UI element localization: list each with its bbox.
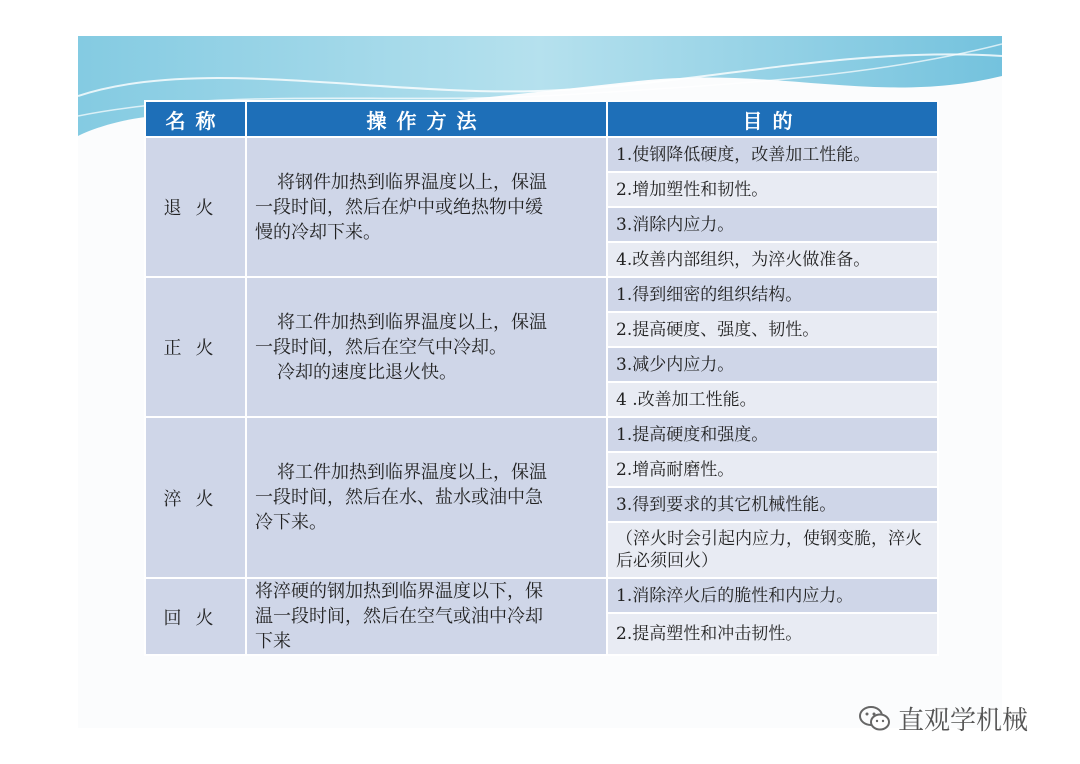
- purpose-item: （淬火时会引起内应力，使钢变脆，淬火后必须回火）: [607, 522, 938, 578]
- purpose-item: 2.提高塑性和冲击韧性。: [607, 613, 938, 655]
- method-line: 一段时间，然后在炉中或绝热物中缓: [255, 196, 543, 218]
- process-method: [246, 277, 607, 417]
- method-line: 将工件加热到临界温度以上，保温: [277, 462, 547, 483]
- process-name: 淬火: [145, 417, 246, 578]
- process-name: 退火: [145, 137, 246, 277]
- process-method: [246, 417, 607, 578]
- table-row: [145, 417, 938, 452]
- purpose-item: 1.提高硬度和强度。: [607, 417, 938, 452]
- process-method: [246, 578, 607, 655]
- purpose-item: 1.消除淬火后的脆性和内应力。: [607, 578, 938, 613]
- table-header-row: [145, 101, 938, 137]
- purpose-item: 4.改善内部组织，为淬火做准备。: [607, 242, 938, 277]
- table-row: [145, 137, 938, 172]
- wechat-icon: [858, 705, 892, 733]
- purpose-item: 1.使钢降低硬度，改善加工性能。: [607, 137, 938, 172]
- method-line: 将工件加热到临界温度以上，保温: [277, 311, 547, 333]
- header-name: 名称: [145, 101, 246, 137]
- process-method: [246, 137, 607, 277]
- purpose-item: 3.消除内应力。: [607, 207, 938, 242]
- slide: [78, 36, 1002, 728]
- heat-treatment-table: [144, 100, 937, 656]
- method-line: 下来: [255, 631, 291, 652]
- method-line: 一段时间，然后在空气中冷却。: [255, 336, 507, 358]
- purpose-item: 2.增高耐磨性。: [607, 452, 938, 487]
- header-method: 操作方法: [246, 101, 607, 137]
- purpose-item: 2.增加塑性和韧性。: [607, 172, 938, 207]
- purpose-item: 1.得到细密的组织结构。: [607, 277, 938, 312]
- table-row: [145, 277, 938, 312]
- process-name: 回火: [145, 578, 246, 655]
- table-row: [145, 578, 938, 613]
- header-purpose: 目的: [607, 101, 938, 137]
- method-line: 慢的冷却下来。: [255, 221, 381, 243]
- method-line: 将钢件加热到临界温度以上，保温: [277, 171, 547, 193]
- method-line: 将淬硬的钢加热到临界温度以下，保: [255, 581, 543, 602]
- purpose-item: 2.提高硬度、强度、韧性。: [607, 312, 938, 347]
- process-name: 正火: [145, 277, 246, 417]
- purpose-item: 3.减少内应力。: [607, 347, 938, 382]
- purpose-item: 3.得到要求的其它机械性能。: [607, 487, 938, 522]
- method-line: 温一段时间，然后在空气或油中冷却: [255, 606, 543, 627]
- watermark-text: 直观学机械: [898, 706, 1029, 736]
- method-line: 冷下来。: [255, 512, 327, 533]
- watermark: [858, 700, 1028, 737]
- purpose-item: 4 .改善加工性能。: [607, 382, 938, 417]
- method-line: 冷却的速度比退火快。: [277, 361, 457, 383]
- method-line: 一段时间，然后在水、盐水或油中急: [255, 487, 543, 508]
